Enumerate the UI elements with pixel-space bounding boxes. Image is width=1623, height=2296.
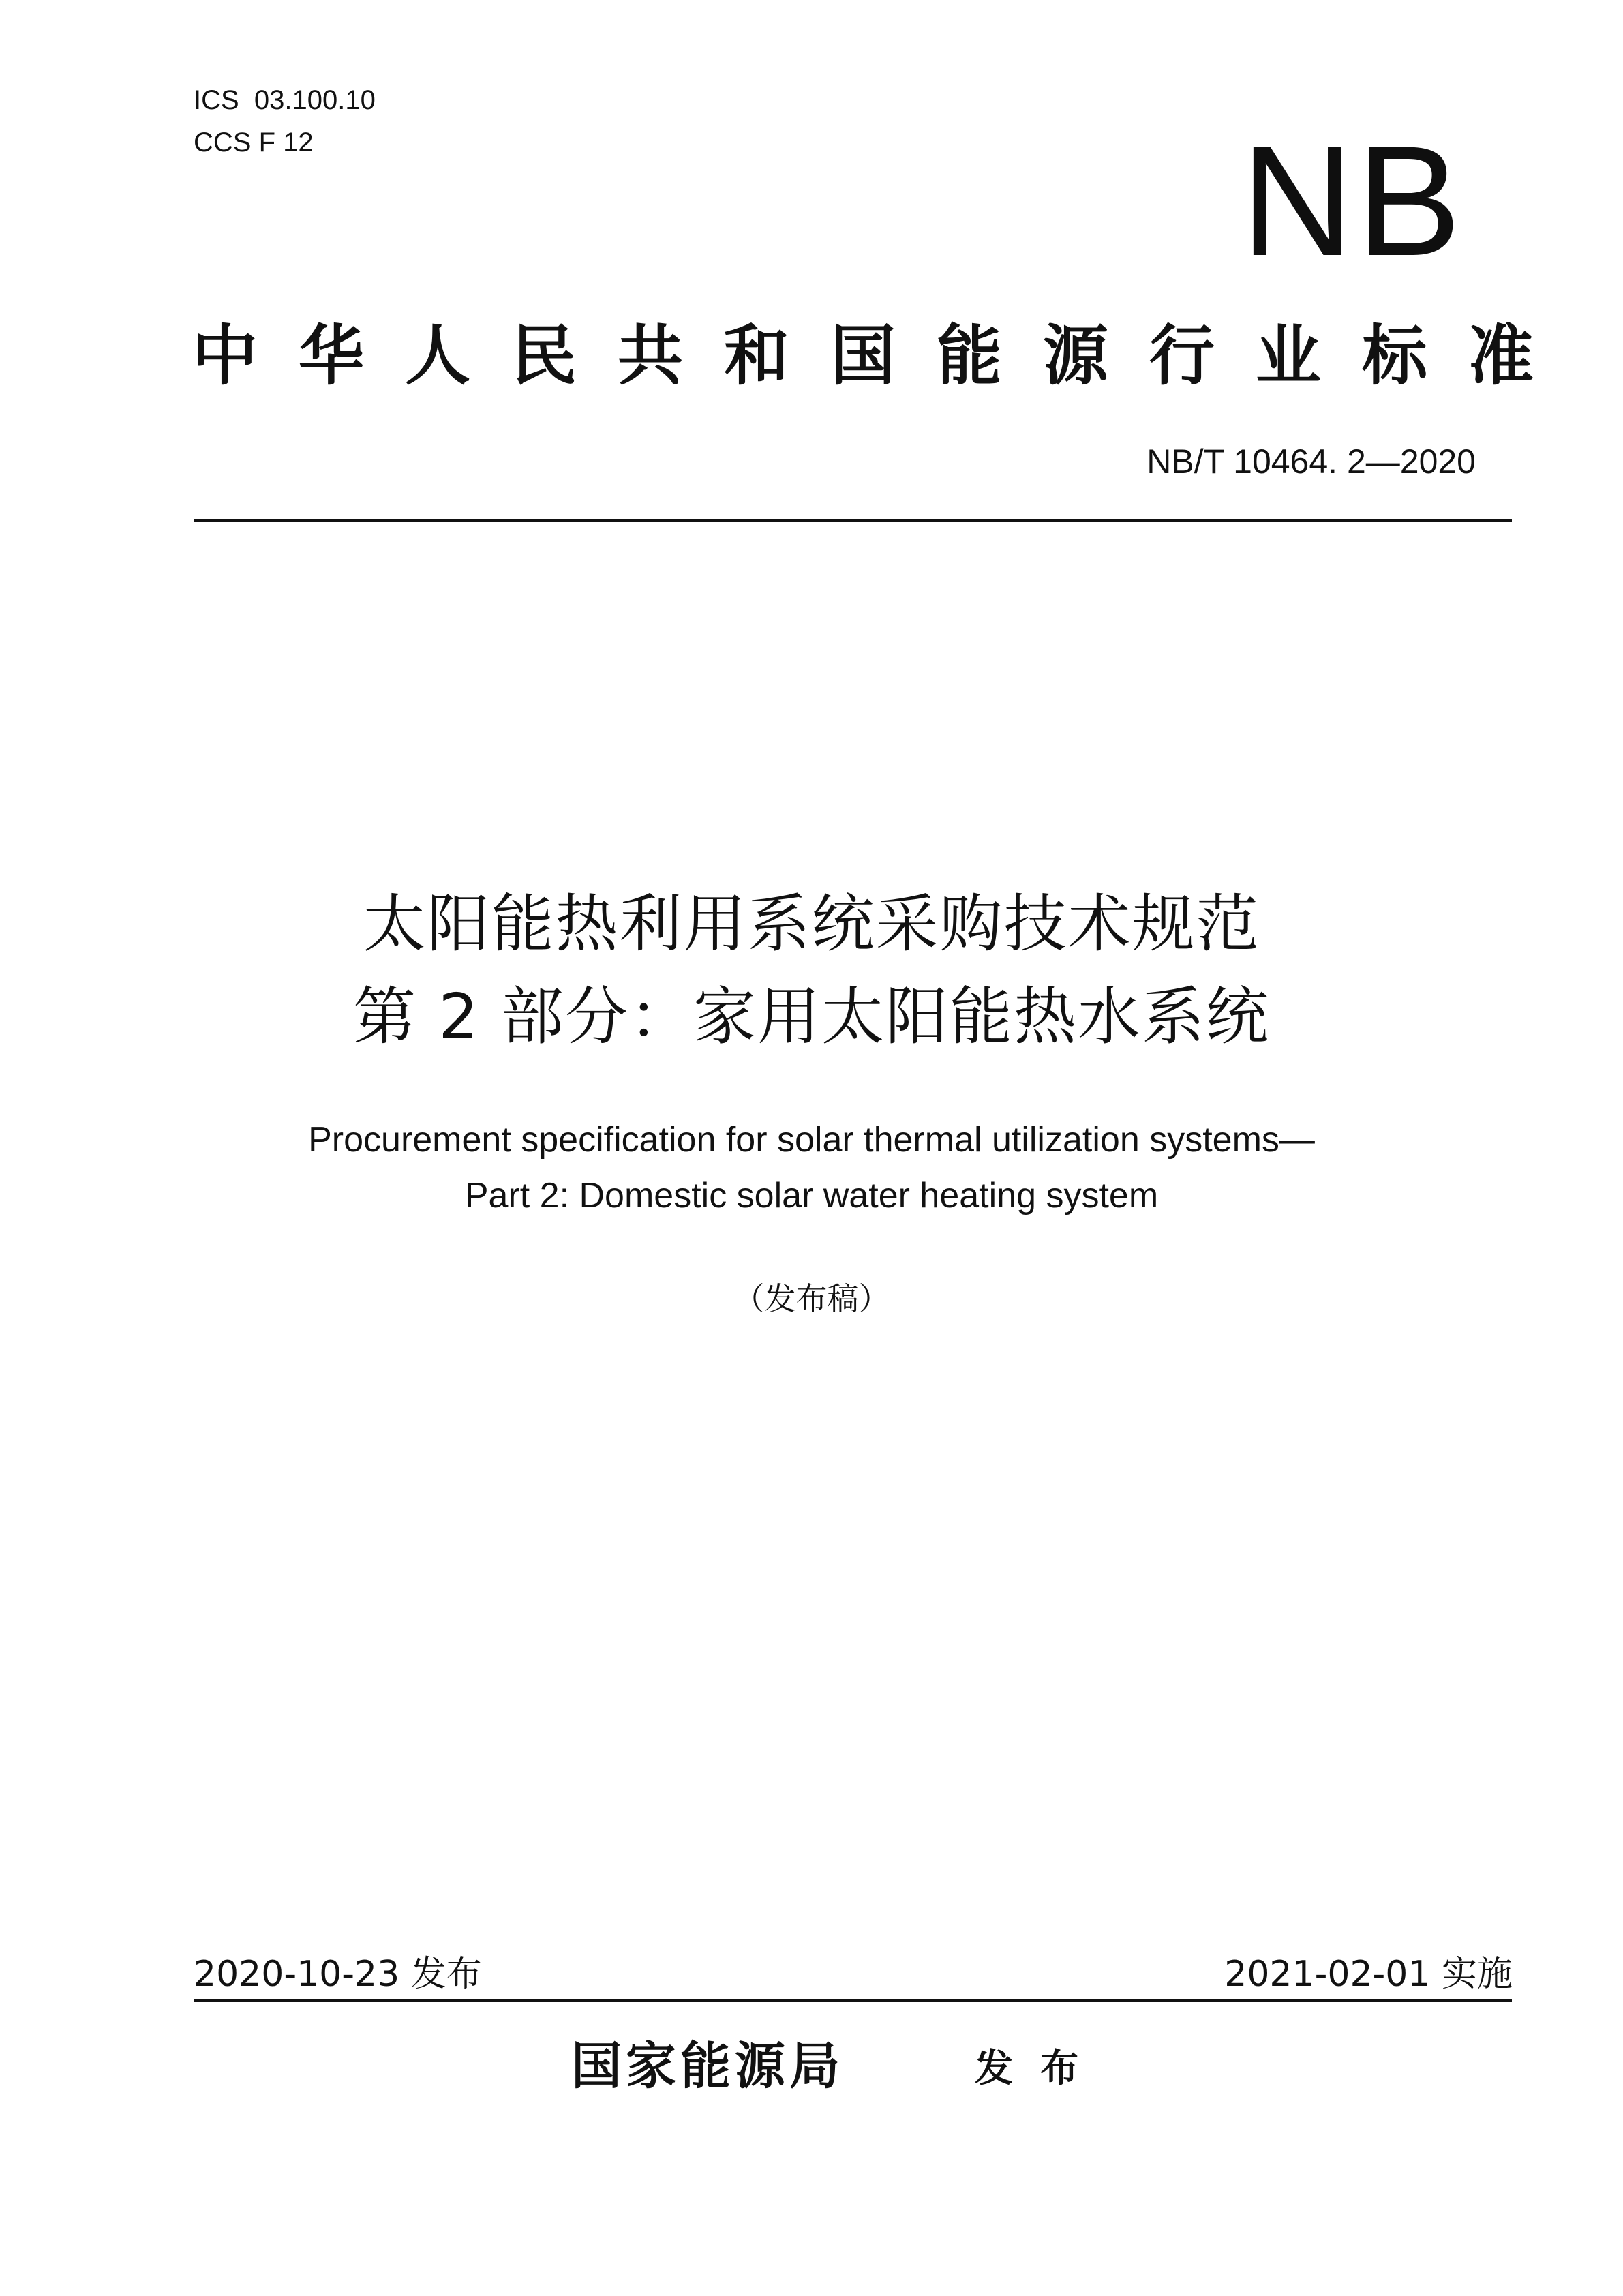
ccs-code: CCS F 12 (194, 127, 314, 157)
standard-number: NB/T 10464. 2—2020 (1147, 442, 1476, 481)
issue-label: 发布 (975, 2046, 1106, 2091)
draft-status: （发布稿） (733, 1280, 890, 1317)
chinese-title-line-2: 第 2 部分：家用太阳能热水系统 (352, 980, 1271, 1053)
ics-code: ICS 03.100.10 (194, 85, 376, 115)
bottom-divider (194, 1999, 1512, 2002)
org-title: 中华人民共和国能源行业标准 (192, 318, 1575, 394)
chinese-title-line-1: 太阳能热利用系统采购技术规范 (363, 888, 1260, 961)
publish-date: 2020-10-23 发布 (194, 1954, 482, 1995)
classification-codes (194, 79, 376, 164)
english-title-line-2: Part 2: Domestic solar water heating system (464, 1176, 1159, 1215)
implement-date: 2021-02-01 实施 (1224, 1954, 1513, 1995)
nb-logo: NB (1241, 113, 1464, 288)
top-divider (194, 519, 1512, 522)
english-title-line-1: Procurement specification for solar thermal utilization systems— (308, 1120, 1315, 1160)
issuing-authority: 国家能源局 (571, 2037, 844, 2096)
